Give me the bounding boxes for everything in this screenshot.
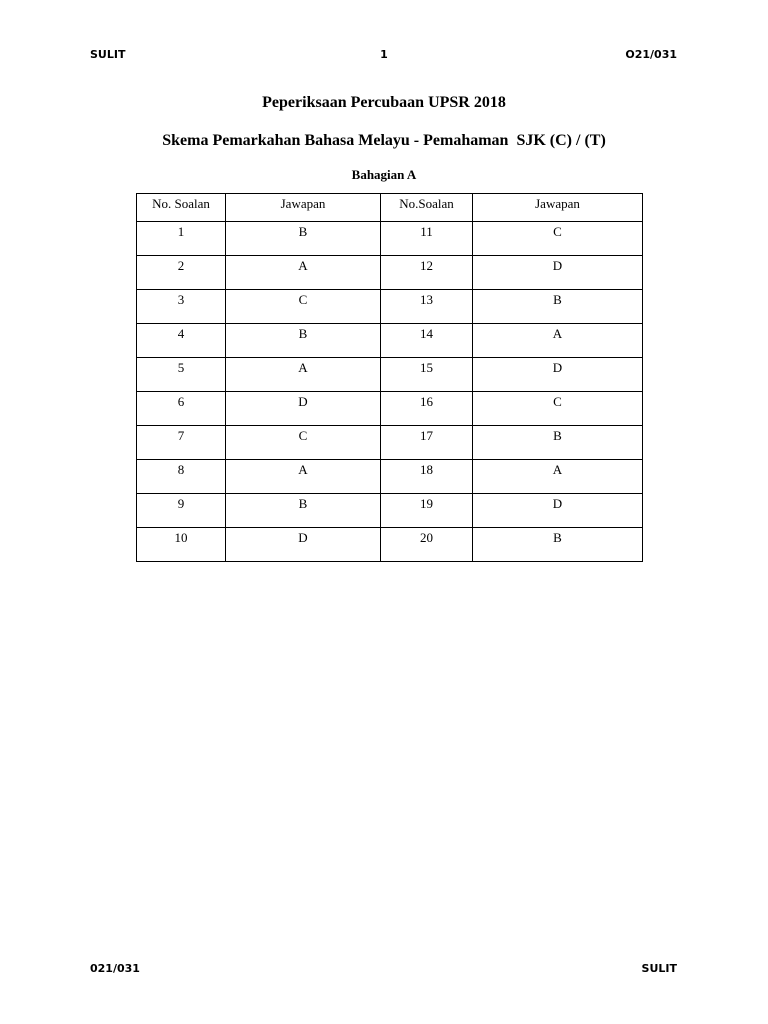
- question-number: 18: [381, 460, 473, 494]
- footer-paper-code: 021/031: [90, 962, 140, 975]
- column-header-question-no: No. Soalan: [137, 194, 226, 222]
- table-row: [137, 222, 643, 256]
- answer-cell: B: [226, 324, 381, 358]
- answer-cell: D: [226, 528, 381, 562]
- answer-cell: C: [226, 290, 381, 324]
- question-number: 20: [381, 528, 473, 562]
- answer-cell: D: [473, 358, 643, 392]
- question-number: 13: [381, 290, 473, 324]
- question-number: 9: [137, 494, 226, 528]
- table-row: [137, 256, 643, 290]
- answer-cell: C: [473, 392, 643, 426]
- column-header-answer: Jawapan: [226, 194, 381, 222]
- answer-cell: D: [473, 494, 643, 528]
- answer-cell: B: [226, 222, 381, 256]
- table-row: [137, 290, 643, 324]
- question-number: 6: [137, 392, 226, 426]
- question-number: 15: [381, 358, 473, 392]
- question-number: 10: [137, 528, 226, 562]
- question-number: 5: [137, 358, 226, 392]
- answer-cell: C: [473, 222, 643, 256]
- table-header-row: [137, 194, 643, 222]
- question-number: 3: [137, 290, 226, 324]
- answer-cell: A: [473, 324, 643, 358]
- table-row: [137, 392, 643, 426]
- document-subtitle: Skema Pemarkahan Bahasa Melayu - Pemahaman SJK (C) / (T): [162, 132, 606, 149]
- question-number: 12: [381, 256, 473, 290]
- table-row: [137, 528, 643, 562]
- answer-cell: B: [473, 426, 643, 460]
- column-header-answer: Jawapan: [473, 194, 643, 222]
- header-classification: SULIT: [90, 48, 126, 61]
- footer-classification: SULIT: [641, 962, 677, 975]
- answer-cell: A: [473, 460, 643, 494]
- question-number: 16: [381, 392, 473, 426]
- table-row: [137, 358, 643, 392]
- answer-cell: B: [473, 290, 643, 324]
- header-paper-code: O21/031: [625, 48, 677, 61]
- answer-cell: D: [226, 392, 381, 426]
- question-number: 19: [381, 494, 473, 528]
- question-number: 7: [137, 426, 226, 460]
- table-row: [137, 324, 643, 358]
- column-header-question-no: No.Soalan: [381, 194, 473, 222]
- question-number: 17: [381, 426, 473, 460]
- question-number: 8: [137, 460, 226, 494]
- question-number: 4: [137, 324, 226, 358]
- question-number: 14: [381, 324, 473, 358]
- answer-cell: A: [226, 358, 381, 392]
- table-row: [137, 494, 643, 528]
- answer-key-table: [136, 193, 643, 562]
- answer-cell: B: [473, 528, 643, 562]
- table-row: [137, 460, 643, 494]
- answer-cell: A: [226, 460, 381, 494]
- section-heading: Bahagian A: [351, 167, 417, 182]
- answer-cell: B: [226, 494, 381, 528]
- document-title: Peperiksaan Percubaan UPSR 2018: [262, 94, 506, 111]
- answer-cell: A: [226, 256, 381, 290]
- answer-cell: D: [473, 256, 643, 290]
- answer-cell: C: [226, 426, 381, 460]
- question-number: 11: [381, 222, 473, 256]
- page-number: 1: [380, 48, 388, 61]
- table-row: [137, 426, 643, 460]
- question-number: 1: [137, 222, 226, 256]
- question-number: 2: [137, 256, 226, 290]
